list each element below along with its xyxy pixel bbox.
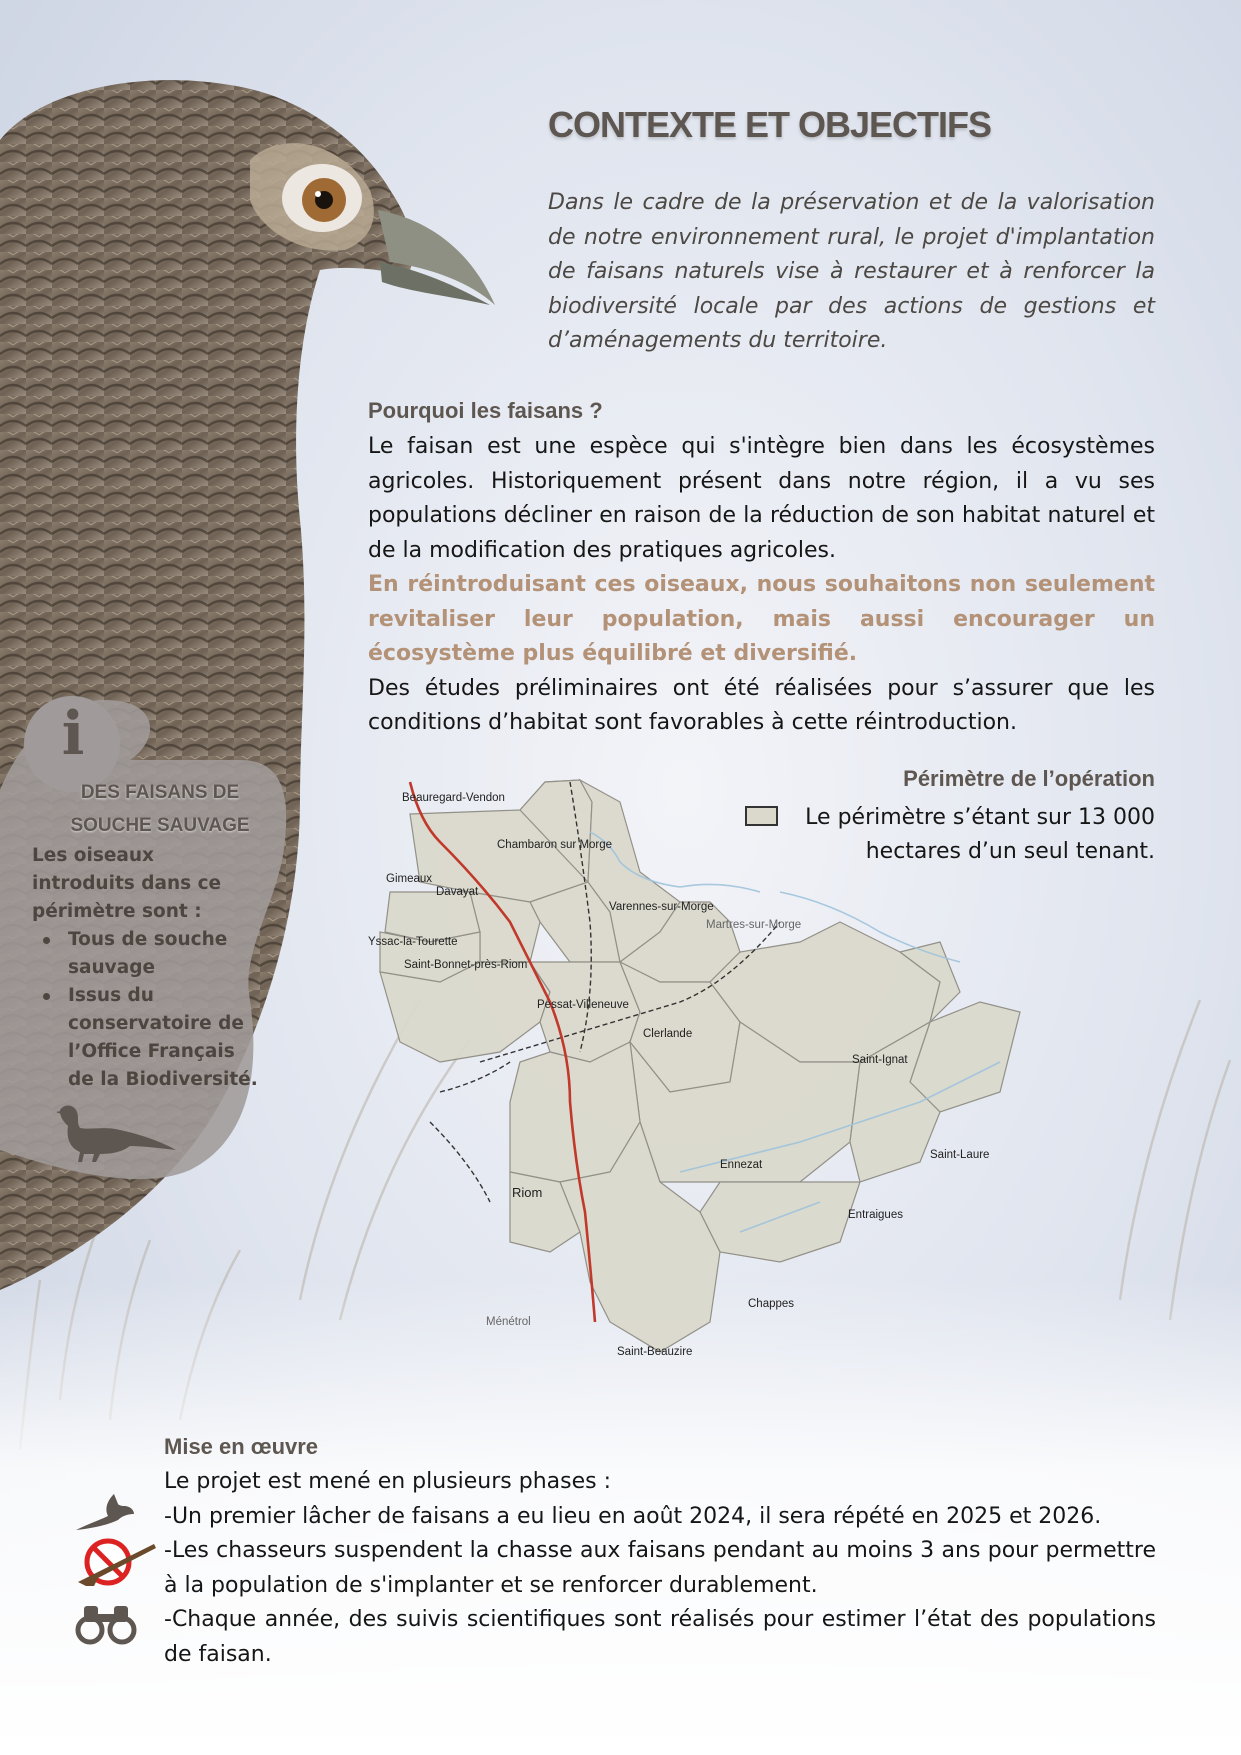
map-label: Pessat-Villeneuve: [537, 999, 629, 1011]
perimeter-legend-text: [745, 801, 1155, 869]
map-label: Saint-Ignat: [852, 1054, 908, 1066]
why-pheasants-heading: Pourquoi les faisans ?: [368, 398, 603, 423]
why-pheasants-text: [368, 430, 1155, 741]
info-intro: Les oiseaux introduits dans ce périmètre sont :: [32, 845, 222, 922]
map-label: Saint-Beauzire: [617, 1346, 693, 1358]
info-body: [32, 842, 262, 1094]
info-bullet: Issus du conservatoire de l’Office Français de la Biodiversité.: [32, 982, 262, 1094]
map-label: Clerlande: [643, 1028, 693, 1040]
map-label: Riom: [512, 1185, 543, 1200]
map-label: Chambaron sur Morge: [497, 839, 613, 851]
implementation-step-1: -Un premier lâcher de faisans a eu lieu en août 2024, il sera répété en 2025 et 2026.: [164, 1503, 1102, 1529]
info-heading-line-2: SOUCHE SAUVAGE: [70, 815, 250, 836]
flying-pheasant-icon: [74, 1492, 136, 1532]
map-label: Yssac-la-Tourette: [368, 936, 458, 948]
no-hunting-icon: [74, 1536, 158, 1588]
map-label: Ménétrol: [486, 1316, 531, 1328]
map-label: Beauregard-Vendon: [402, 792, 505, 804]
implementation-lead: Le projet est mené en plusieurs phases :: [164, 1469, 612, 1494]
map-label: Entraigues: [848, 1209, 903, 1221]
implementation-step-3: -Chaque année, des suivis scientifiques sont réalisés pour estimer l’état des populations de faisan.: [164, 1607, 1156, 1667]
why-paragraph-1: Le faisan est une espèce qui s'intègre bien dans les écosystèmes agricoles. Historiquement présent dans notre région, il a vu ses populations décliner en raison de la réduction de son habitat naturel et de la modification des pratiques agricoles.: [368, 434, 1155, 563]
map-commune-saint-bonnet: [380, 962, 550, 1062]
pheasant-icon: [54, 1102, 176, 1164]
map-label: Saint-Laure: [930, 1149, 990, 1161]
map-label: Davayat: [436, 886, 479, 898]
map-label: Saint-Bonnet-près-Riom: [404, 959, 528, 971]
page-title: CONTEXTE ET OBJECTIFS: [548, 104, 992, 145]
info-heading: [40, 776, 280, 842]
perimeter-legend-label: Le périmètre s’étant sur 13 000 hectares d’un seul tenant.: [805, 805, 1155, 864]
why-paragraph-2: Des études préliminaires ont été réalisées pour s’assurer que les conditions d’habitat sont favorables à cette réintroduction.: [368, 675, 1155, 735]
info-bullet: Tous de souche sauvage: [32, 926, 262, 982]
map-label: Varennes-sur-Morge: [609, 901, 714, 913]
map-commune-chappes: [700, 1182, 860, 1262]
info-bullet-list: [32, 926, 262, 1094]
perimeter-heading: Périmètre de l’opération: [903, 766, 1155, 791]
implementation-text: [164, 1465, 1156, 1672]
map-label: Ennezat: [720, 1159, 763, 1171]
map-label: Chappes: [748, 1298, 795, 1310]
map-label: Martres-sur-Morge: [706, 919, 802, 931]
implementation-heading: Mise en œuvre: [164, 1434, 319, 1459]
map-label: Gimeaux: [386, 873, 433, 885]
info-heading-line-1: DES FAISANS DE: [80, 782, 240, 803]
why-highlight: En réintroduisant ces oiseaux, nous souhaitons non seulement revitaliser leur population, mais aussi encourager un écosystème plus équilibré et diversifié.: [368, 572, 1155, 666]
implementation-step-2: -Les chasseurs suspendent la chasse aux faisans pendant au moins 3 ans pour permettre à la population de s'implanter et se renforcer durablement.: [164, 1538, 1156, 1598]
binoculars-icon: [76, 1602, 136, 1644]
intro-paragraph: Dans le cadre de la préservation et de la valorisation de notre environnement rural, le projet d'implantation de faisans naturels vise à restaurer et à renforcer la biodiversité locale par des actions de gestions et d’aménagements du territoire.: [548, 190, 1155, 353]
info-icon: i: [61, 699, 85, 769]
